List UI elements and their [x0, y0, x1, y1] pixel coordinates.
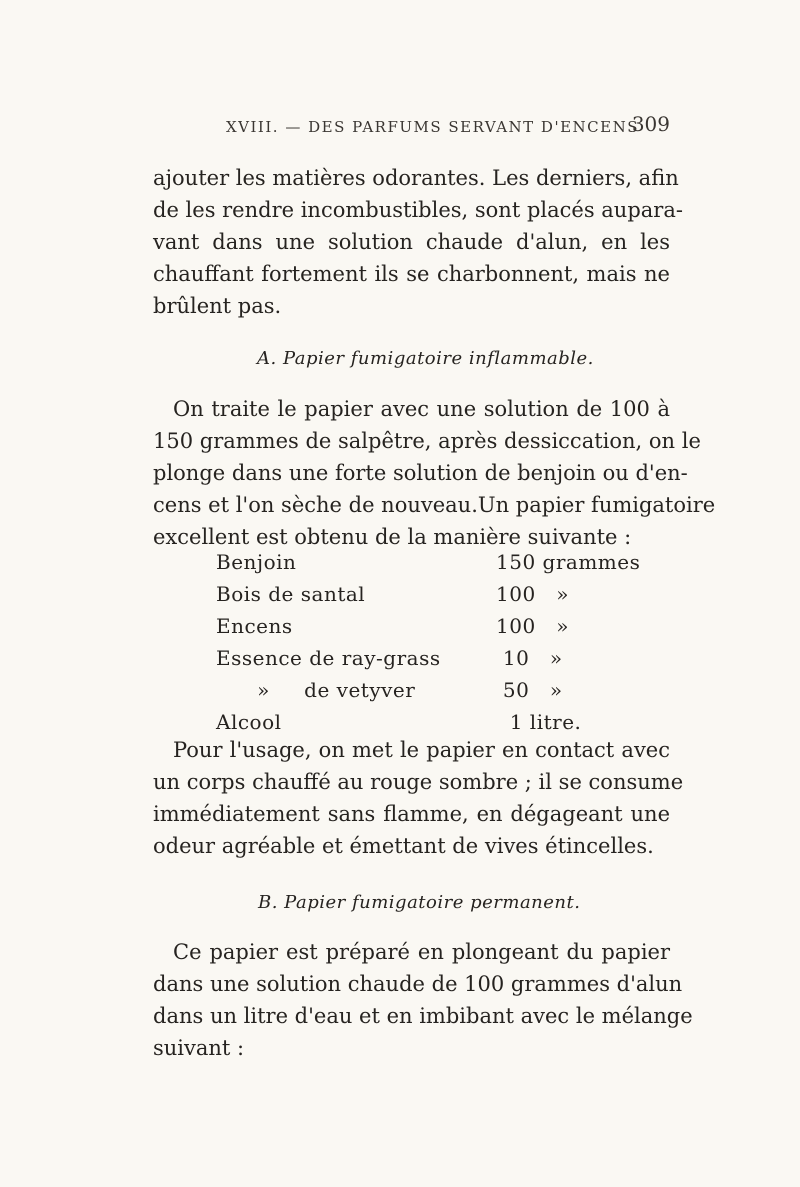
recipe-row	[216, 646, 656, 677]
quantity: 10 »	[496, 646, 563, 670]
recipe-row	[216, 614, 656, 645]
text-line: Pour l'usage, on met le papier en contact avec	[173, 738, 670, 762]
paragraph-usage	[153, 734, 670, 766]
text-line: excellent est obtenu de la manière suivante :	[153, 525, 632, 549]
quantity: 100 »	[496, 582, 569, 606]
paragraph-intro	[153, 162, 683, 322]
recipe-row	[216, 550, 656, 581]
quantity: 150 grammes	[496, 550, 641, 574]
text-line: ajouter les matières odorantes. Les derniers, afin	[153, 166, 679, 190]
paragraph-section-a	[153, 393, 670, 425]
text-line: immédiatement sans flamme, en dégageant une	[153, 802, 670, 826]
recipe-row	[216, 582, 656, 613]
text-line: un corps chauffé au rouge sombre ; il se consume	[153, 770, 684, 794]
ingredient: Bois de santal	[216, 582, 366, 606]
text-line: Ce papier est préparé en plongeant du papier	[173, 940, 670, 964]
text-line: vant dans une solution chaude d'alun, en les	[153, 230, 670, 254]
ingredient: Benjoin	[216, 550, 297, 574]
text-line: cens et l'on sèche de nouveau.Un papier fumigatoire	[153, 493, 716, 517]
ingredient: » de vetyver	[216, 678, 416, 702]
quantity: 100 »	[496, 614, 569, 638]
text-line: 150 grammes de salpêtre, après dessiccation, on le	[153, 429, 701, 453]
text-line: dans un litre d'eau et en imbibant avec le mélange	[153, 1004, 693, 1028]
text-line: suivant :	[153, 1036, 245, 1060]
recipe-row	[216, 678, 656, 709]
section-a-title: A. Papier fumigatoire inflammable.	[257, 348, 594, 369]
quantity: 50 »	[496, 678, 563, 702]
paragraph-section-a-cont	[153, 425, 716, 553]
paragraph-section-b	[153, 936, 670, 968]
running-head	[226, 112, 670, 136]
text-line: dans une solution chaude de 100 grammes d'alun	[153, 972, 683, 996]
page-number: 309	[631, 112, 670, 136]
text-line: On traite le papier avec une solution de 100 à	[173, 397, 670, 421]
text-line: de les rendre incombustibles, sont placés aupara-	[153, 198, 683, 222]
section-b-title: B. Papier fumigatoire permanent.	[258, 892, 581, 913]
text-line: brûlent pas.	[153, 294, 282, 318]
text-line: odeur agréable et émettant de vives étincelles.	[153, 834, 654, 858]
ingredient: Encens	[216, 614, 293, 638]
running-title: XVIII. — DES PARFUMS SERVANT D'ENCENS	[226, 118, 639, 136]
quantity: 1 litre.	[496, 710, 582, 734]
text-line: chauffant fortement ils se charbonnent, mais ne	[153, 262, 670, 286]
text-line: plonge dans une forte solution de benjoin ou d'en-	[153, 461, 688, 485]
paragraph-usage-cont	[153, 766, 684, 862]
ingredient: Alcool	[216, 710, 282, 734]
ingredient: Essence de ray-grass	[216, 646, 441, 670]
paragraph-section-b-cont	[153, 968, 693, 1064]
